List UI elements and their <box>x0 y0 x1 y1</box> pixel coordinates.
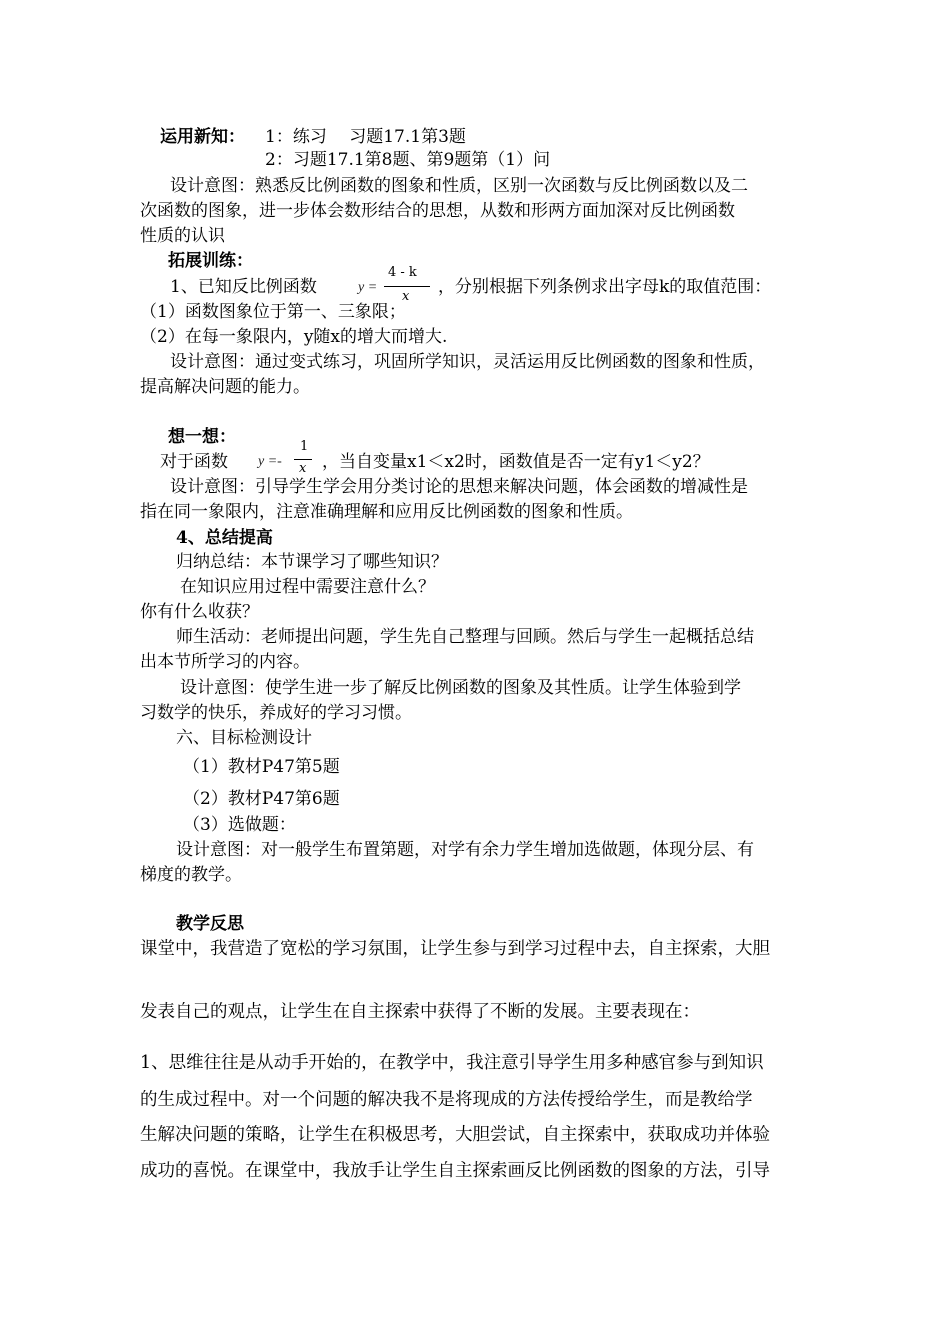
target-intent-line-2: 梯度的教学。 <box>140 865 242 885</box>
apply-label: 运用新知： <box>160 127 245 147</box>
extend-condition-2: （2）在每一象限内，y随x的增大而增大. <box>140 327 448 347</box>
summary-intent-line-1: 设计意图：使学生进一步了解反比例函数的图象及其性质。让学生体验到学 <box>180 678 741 698</box>
formula-numerator: 1 <box>300 439 309 454</box>
think-question-pre: 对于函数 <box>160 452 228 472</box>
extend-question-pre: 1、已知反比例函数 <box>170 277 317 297</box>
target-item-2: （2）教材P47第6题 <box>183 789 340 809</box>
reflection-paragraph-line-6: 成功的喜悦。在课堂中，我放手让学生自主探索画反比例函数的图象的方法，引导 <box>140 1161 770 1181</box>
apply-item-1: 1：练习 习题17.1第3题 <box>265 127 466 147</box>
formula-denominator: x <box>402 289 410 304</box>
extend-condition-1: （1）函数图象位于第一、三象限； <box>140 302 406 322</box>
reflection-paragraph-line-1: 课堂中，我营造了宽松的学习氛围，让学生参与到学习过程中去，自主探索，大胆 <box>140 939 770 959</box>
think-question-post: ，当自变量x1＜x2时，函数值是否一定有y1＜y2？ <box>322 452 710 472</box>
reflection-heading: 教学反思 <box>176 914 244 934</box>
think-intent-line-2: 指在同一象限内，注意准确理解和应用反比例函数的图象和性质。 <box>140 502 633 522</box>
target-heading: 六、目标检测设计 <box>176 728 312 748</box>
reflection-paragraph-line-4: 的生成过程中。对一个问题的解决我不是将现成的方法传授给学生，而是教给学 <box>140 1090 753 1110</box>
formula-lhs: y =- <box>258 454 282 469</box>
apply-intent-line-1: 设计意图：熟悉反比例函数的图象和性质，区别一次函数与反比例函数以及二 <box>170 176 748 196</box>
formula-denominator: x <box>299 461 307 476</box>
target-intent-line-1: 设计意图：对一般学生布置第题，对学有余力学生增加选做题，体现分层、有 <box>176 840 754 860</box>
summary-activity-line-1: 师生活动：老师提出问题，学生先自己整理与回顾。然后与学生一起概括总结 <box>176 627 754 647</box>
apply-intent-line-3: 性质的认识 <box>140 226 225 246</box>
extend-intent-line-1: 设计意图：通过变式练习，巩固所学知识，灵活运用反比例函数的图象和性质， <box>170 352 765 372</box>
think-label: 想一想： <box>168 427 236 447</box>
target-item-1: （1）教材P47第5题 <box>183 757 340 777</box>
apply-intent-line-2: 次函数的图象，进一步体会数形结合的思想，从数和形两方面加深对反比例函数 <box>140 201 735 221</box>
target-item-3: （3）选做题： <box>183 815 296 835</box>
extend-question-post: ，分别根据下列条例求出字母k的取值范围： <box>438 277 772 297</box>
reflection-paragraph-line-5: 生解决问题的策略，让学生在积极思考，大胆尝试，自主探索中，获取成功并体验 <box>140 1125 770 1145</box>
summary-line-1: 归纳总结：本节课学习了哪些知识？ <box>176 552 448 572</box>
reflection-paragraph-line-2: 发表自己的观点，让学生在自主探索中获得了不断的发展。主要表现在： <box>140 1002 700 1022</box>
summary-activity-line-2: 出本节所学习的内容。 <box>140 652 310 672</box>
summary-line-2: 在知识应用过程中需要注意什么？ <box>180 577 435 597</box>
extend-label: 拓展训练： <box>168 251 253 271</box>
think-intent-line-1: 设计意图：引导学生学会用分类讨论的思想来解决问题，体会函数的增减性是 <box>170 477 748 497</box>
fraction-bar <box>384 286 430 287</box>
summary-line-3: 你有什么收获？ <box>140 602 259 622</box>
formula-lhs: y = <box>358 280 378 295</box>
formula-numerator: 4 - k <box>388 265 417 280</box>
summary-heading: 4、总结提高 <box>176 528 273 548</box>
reflection-paragraph-line-3: 1、思维往往是从动手开始的，在教学中，我注意引导学生用多种感官参与到知识 <box>140 1053 764 1073</box>
extend-intent-line-2: 提高解决问题的能力。 <box>140 377 310 397</box>
summary-intent-line-2: 习数学的快乐，养成好的学习习惯。 <box>140 703 412 723</box>
apply-item-2: 2：习题17.1第8题、第9题第（1）问 <box>265 150 551 170</box>
fraction-bar <box>294 459 312 460</box>
